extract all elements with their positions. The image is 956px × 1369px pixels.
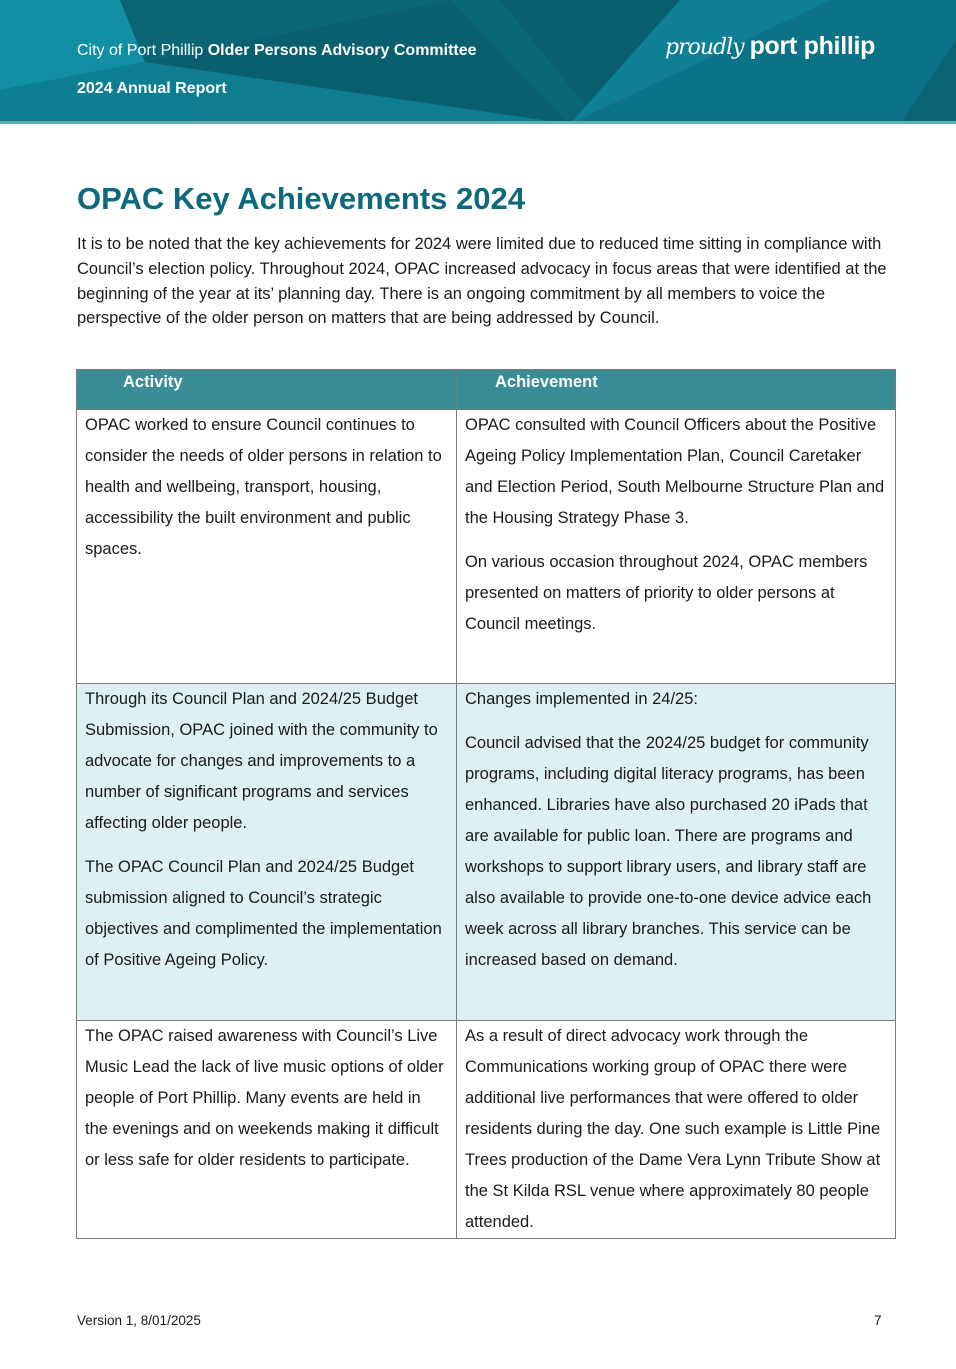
banner-geometric-background — [0, 0, 956, 124]
committee-name: Older Persons Advisory Committee — [207, 42, 477, 59]
footer-version: Version 1, 8/01/2025 — [77, 1313, 201, 1328]
activity-cell — [77, 684, 457, 1021]
activity-text: The OPAC raised awareness with Council’s Live Music Lead the lack of live music options of older people of Port Phillip. Many events are held in the evenings and on weekends making it difficult or less safe for older residents to participate. — [85, 1027, 444, 1169]
header-banner — [0, 0, 956, 124]
banner-committee-line — [77, 42, 477, 60]
activity-cell — [77, 1021, 457, 1239]
org-prefix: City of Port Phillip — [77, 42, 204, 59]
activity-cell — [77, 410, 457, 684]
achievement-text: As a result of direct advocacy work through the Communications working group of OPAC there were additional live performances that were offered to older residents during the day. One such example is Little Pine Trees production of the Dame Vera Lynn Tribute Show at the St Kilda RSL venue where approximately 80 people attended. — [465, 1027, 881, 1231]
logo-name-text: port phillip — [749, 32, 876, 60]
achievement-cell — [457, 684, 896, 1021]
report-title: 2024 Annual Report — [77, 80, 227, 97]
achievement-cell — [457, 410, 896, 684]
achievement-text: Council advised that the 2024/25 budget for community programs, including digital literacy programs, has been enhanced. Libraries have also purchased 20 iPads that are available for public loan. There are programs and workshops to support library users, and library staff are also available to provide one-to-one device advice each week across all library branches. This service can be increased based on demand. — [465, 734, 872, 969]
achievement-text: On various occasion throughout 2024, OPAC members presented on matters of priority to older persons at Council meetings. — [465, 553, 868, 633]
table-row — [77, 684, 896, 1021]
achievement-text: Changes implemented in 24/25: — [465, 690, 698, 708]
table-row — [77, 1021, 896, 1239]
column-header-activity: Activity — [77, 370, 457, 410]
activity-text: OPAC worked to ensure Council continues to consider the needs of older persons in relation to health and wellbeing, transport, housing, accessibility the built environment and public spaces. — [85, 416, 442, 558]
achievement-cell — [457, 1021, 896, 1239]
intro-paragraph: It is to be noted that the key achievements for 2024 were limited due to reduced time sitting in compliance with Council’s election policy. Throughout 2024, OPAC increased advocacy in focus areas that were identified at the beginning of the year at its’ planning day. There is an ongoing commitment by all members to voice the perspective of the older person on matters that are being addressed by Council. — [77, 235, 887, 328]
table-row — [77, 410, 896, 684]
activity-text: The OPAC Council Plan and 2024/25 Budget submission aligned to Council’s strategic objectives and complimented the implementation of Positive Ageing Policy. — [85, 858, 442, 969]
proudly-port-phillip-logo — [665, 32, 875, 61]
table-header-row — [77, 370, 896, 410]
activity-text: Through its Council Plan and 2024/25 Budget Submission, OPAC joined with the community to advocate for changes and improvements to a number of significant programs and services affecting older people. — [85, 690, 438, 832]
column-header-achievement: Achievement — [457, 370, 896, 410]
achievements-table — [76, 369, 896, 1239]
footer-page-number: 7 — [874, 1313, 882, 1328]
achievement-text: OPAC consulted with Council Officers about the Positive Ageing Policy Implementation Plan, Council Caretaker and Election Period, South Melbourne Structure Plan and the Housing Strategy Phase 3. — [465, 416, 885, 527]
page-title: OPAC Key Achievements 2024 — [77, 181, 525, 216]
logo-script-text: proudly — [665, 35, 744, 60]
